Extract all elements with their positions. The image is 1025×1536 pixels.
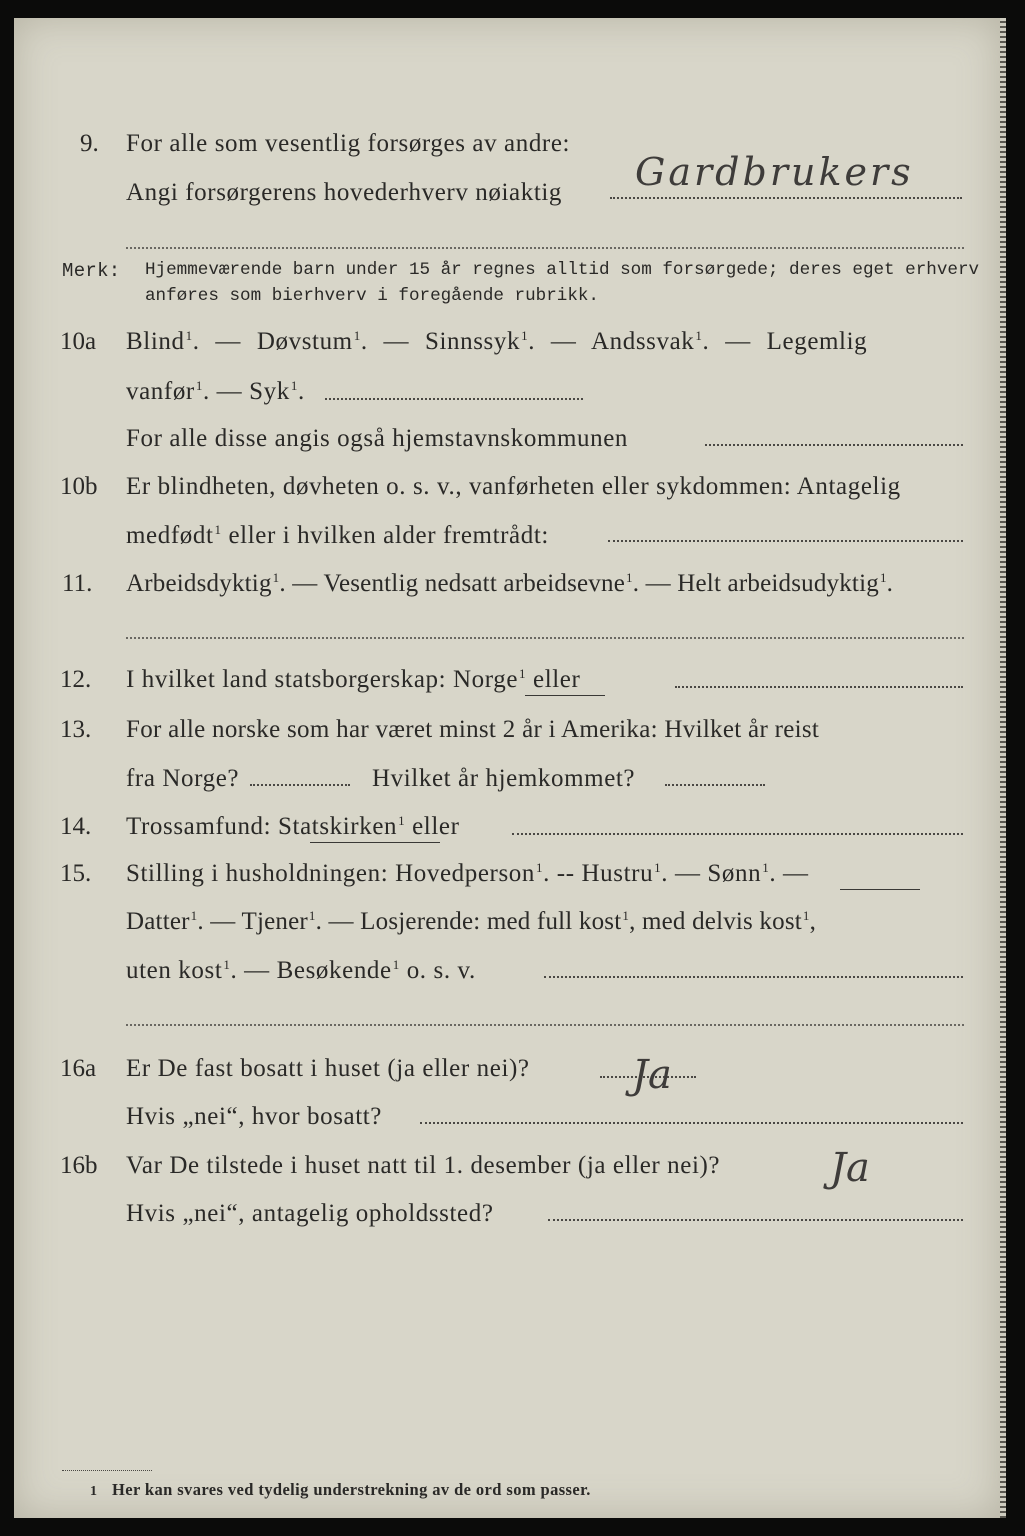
merk-line2: anføres som bierhverv i foregående rubrikk. xyxy=(145,286,599,306)
q12-answer-line xyxy=(675,686,963,688)
q13-line2b: Hvilket år hjemkommet? xyxy=(372,765,636,792)
q16b-opholdssted-line xyxy=(548,1219,963,1221)
q15-line2: Datter$^1$. — Tjener$^1$. — Losjerende: med full kost$^1$, med delvis kost$^1$, xyxy=(126,908,817,935)
q12-number: 12. xyxy=(60,666,92,693)
q11-line1: Arbeidsdyktig$^1$. — Vesentlig nedsatt arbeidsevne$^1$. — Helt arbeidsudyktig$^1$. xyxy=(126,570,894,597)
q10a-line1: Blind$^1$. — Døvstum$^1$. — Sinnssyk$^1$. — Andssvak$^1$. — Legemlig xyxy=(126,328,868,355)
q10a-syk-line xyxy=(325,398,583,400)
q9-line2: Angi forsørgerens hovederhverv nøiaktig xyxy=(126,179,563,206)
q16b-handwritten-answer: Ja xyxy=(830,1145,870,1191)
q15-number: 15. xyxy=(60,860,92,887)
q16a-line1: Er De fast bosatt i huset (ja eller nei)? xyxy=(126,1055,530,1082)
q14-line1: Trossamfund: Statskirken$^1$ eller xyxy=(126,813,460,840)
q10b-line1: Er blindheten, døvheten o. s. v., vanførheten eller sykdommen: Antagelig xyxy=(126,473,901,500)
q15-answer-line xyxy=(544,976,963,978)
statskirken-underline xyxy=(310,842,440,843)
q10a-line3: For alle disse angis også hjemstavnskommunen xyxy=(126,425,629,452)
q9-separator xyxy=(126,247,964,249)
q10a-line2: vanfør$^1$. — Syk$^1$. xyxy=(126,378,305,405)
q14-number: 14. xyxy=(60,813,92,840)
q16b-line1: Var De tilstede i huset natt til 1. desember (ja eller nei)? xyxy=(126,1152,721,1179)
q10b-line2: medfødt$^1$ eller i hvilken alder fremtrådt: xyxy=(126,522,549,549)
q16a-number: 16a xyxy=(60,1055,97,1082)
q16a-line2: Hvis „nei“, hvor bosatt? xyxy=(126,1103,383,1130)
q10b-answer-line xyxy=(608,540,963,542)
merk-line1: Hjemmeværende barn under 15 år regnes alltid som forsørgede; deres eget erhverv xyxy=(145,260,980,280)
q13-reist-line xyxy=(250,784,350,786)
q12-line1: I hvilket land statsborgerskap: Norge$^1$ eller xyxy=(126,666,581,693)
q13-hjemkommet-line xyxy=(665,784,765,786)
q15-line1: Stilling i husholdningen: Hovedperson$^1$. -- Hustru$^1$. — Sønn$^1$. — xyxy=(126,860,809,887)
norge-underline xyxy=(525,695,605,696)
q13-number: 13. xyxy=(60,716,92,743)
merk-label: Merk: xyxy=(62,260,121,282)
q10a-number: 10a xyxy=(60,328,97,355)
q14-answer-line xyxy=(512,833,963,835)
q15-line3: uten kost$^1$. — Besøkende$^1$ o. s. v. xyxy=(126,957,476,984)
q15-separator xyxy=(126,1024,964,1026)
q9-answer-line xyxy=(610,197,962,199)
footnote-mark: 1 xyxy=(90,1484,98,1499)
q9-number: 9. xyxy=(80,130,99,157)
q11-number: 11. xyxy=(62,570,93,597)
footnote-text: Her kan svares ved tydelig understrekning av de ord som passer. xyxy=(112,1480,591,1499)
sonn-underline xyxy=(840,889,920,890)
footnote-separator xyxy=(62,1470,152,1471)
q16a-handwritten-answer: Ja xyxy=(632,1052,672,1098)
q9-handwritten-answer: Gardbrukers xyxy=(635,150,914,194)
q10a-kommune-line xyxy=(705,444,963,446)
q16b-number: 16b xyxy=(60,1152,98,1179)
q9-line1: For alle som vesentlig forsørges av andre: xyxy=(126,130,571,157)
q11-separator xyxy=(126,637,964,639)
q13-line2a: fra Norge? xyxy=(126,765,240,792)
q16b-line2: Hvis „nei“, antagelig opholdssted? xyxy=(126,1200,494,1227)
q16a-bosatt-line xyxy=(420,1122,963,1124)
q13-line1: For alle norske som har været minst 2 år i Amerika: Hvilket år reist xyxy=(126,716,820,743)
q10b-number: 10b xyxy=(60,473,98,500)
